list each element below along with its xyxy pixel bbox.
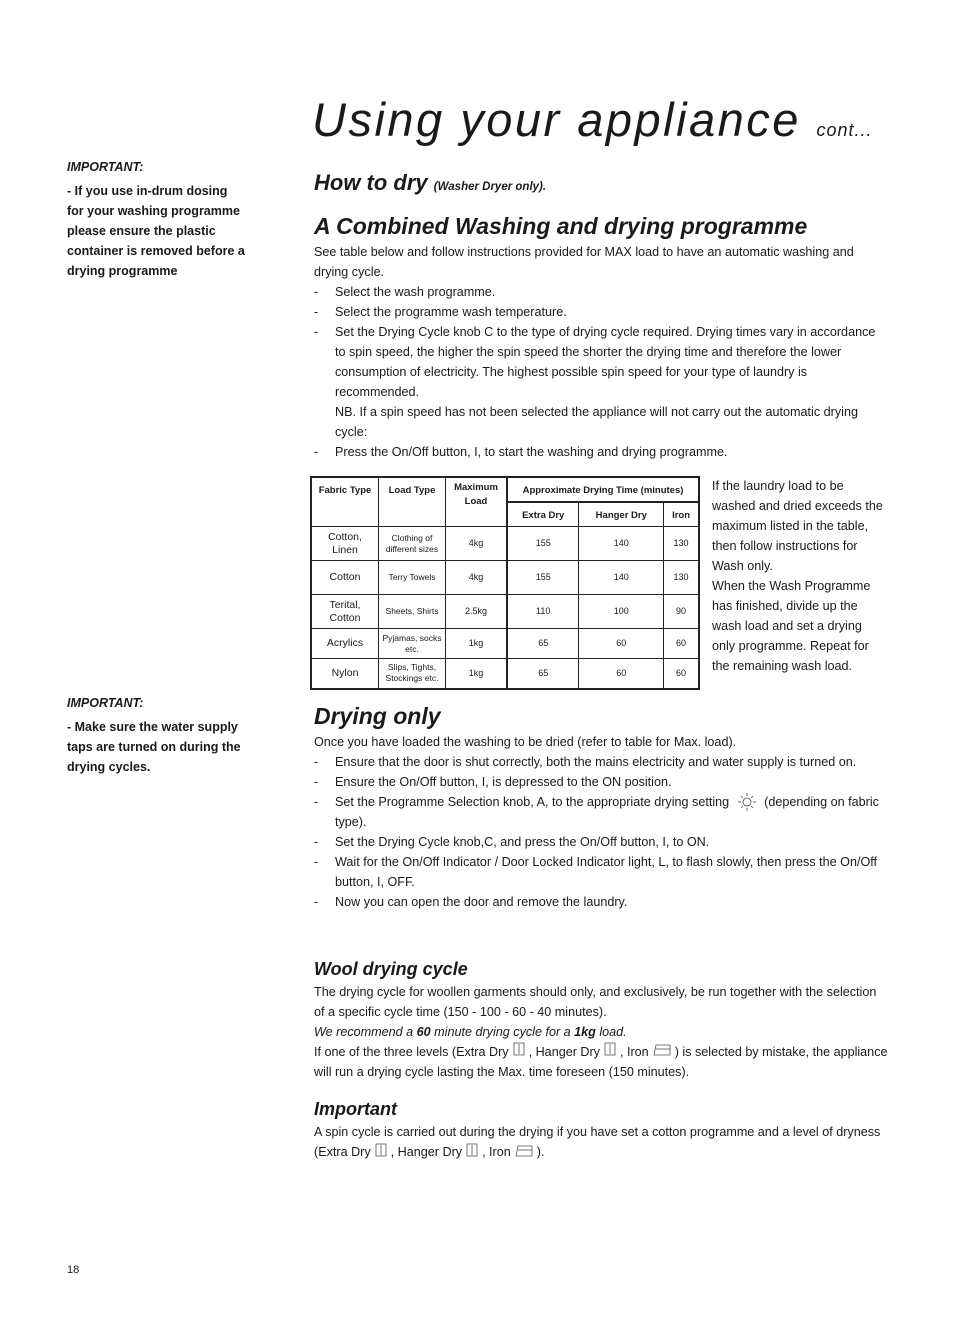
header-load-type: Load Type xyxy=(379,477,446,527)
title-text: Using your appliance xyxy=(312,93,801,146)
table-cell: Sheets, Shirts xyxy=(379,595,446,629)
wool-heading: Wool drying cycle xyxy=(314,958,468,979)
table-cell: 60 xyxy=(664,659,699,689)
item-text: (depending on fabric type). xyxy=(335,794,879,829)
rec-text: We recommend a xyxy=(314,1024,417,1039)
extra-dry-icon xyxy=(375,1143,387,1163)
text: ). xyxy=(536,1145,545,1160)
table-cell: 4kg xyxy=(446,527,508,561)
header-drying-time: Approximate Drying Time (minutes) xyxy=(507,477,699,502)
table-row xyxy=(311,561,699,595)
important-section xyxy=(314,1096,889,1163)
item-text: Ensure the On/Off button, I, is depressed to the ON position. xyxy=(335,774,672,789)
drying-only-heading: Drying only xyxy=(314,702,441,729)
combined-heading: A Combined Washing and drying programme xyxy=(314,213,808,239)
table-cell: 4kg xyxy=(446,561,508,595)
table-row xyxy=(311,527,699,561)
text: , Iron xyxy=(619,1044,649,1059)
page-number: 18 xyxy=(67,1264,80,1276)
item-text: Set the Programme Selection knob, A, to the appropriate drying setting xyxy=(335,794,730,809)
drying-time-table xyxy=(310,476,700,690)
table-block xyxy=(310,476,890,690)
sidebar-text: - If you use in-drum dosing for your washing programme please ensure the plastic container is removed before a drying programme xyxy=(67,184,245,278)
sidebar-note-1 xyxy=(67,157,247,281)
list-item: - Set the Drying Cycle knob,C, and press the On/Off button, I, to ON. xyxy=(314,834,710,849)
table-cell: 2.5kg xyxy=(446,595,508,629)
important-text xyxy=(314,1122,889,1163)
iron-icon xyxy=(515,1143,533,1163)
table-cell: 100 xyxy=(579,595,664,629)
nb-text: NB. If a spin speed has not been selected the appliance will not carry out the automatic drying cycle: xyxy=(335,405,858,439)
hanger-dry-icon xyxy=(466,1143,478,1163)
important-heading: Important xyxy=(314,1099,397,1120)
sidebar-heading: IMPORTANT: xyxy=(67,696,144,710)
hanger-dry-icon xyxy=(604,1042,616,1062)
sidebar-heading: IMPORTANT: xyxy=(67,160,144,174)
table-cell: 65 xyxy=(507,659,579,689)
table-row xyxy=(311,659,699,689)
header-iron: Iron xyxy=(664,502,699,527)
text: , Hanger Dry xyxy=(390,1145,463,1160)
table-cell: 90 xyxy=(664,595,699,629)
drying-only-intro: Once you have loaded the washing to be dried (refer to table for Max. load). xyxy=(314,734,737,749)
item-text: Ensure that the door is shut correctly, both the mains electricity and water supply is turned on. xyxy=(335,754,857,769)
table-cell: Slips, Tights, Stockings etc. xyxy=(379,659,446,689)
extra-dry-icon xyxy=(513,1042,525,1062)
note-text: When the Wash Programme has finished, divide up the wash load and set a drying only programme. Repeat for the remaining wash load. xyxy=(712,579,871,673)
wool-section xyxy=(314,956,889,1083)
heading-note: (Washer Dryer only). xyxy=(433,181,547,193)
iron-icon xyxy=(653,1042,671,1062)
table-note xyxy=(712,476,888,676)
item-text: Now you can open the door and remove the laundry. xyxy=(335,894,628,909)
text: ) is selected by mistake, the appliance will run a drying cycle lasting the Max. time foreseen (150 minutes). xyxy=(314,1044,888,1080)
drying-sun-icon xyxy=(737,793,757,811)
rec-load: 1kg xyxy=(574,1024,596,1039)
table-cell: Clothing of different sizes xyxy=(379,527,446,561)
item-text: Select the wash programme. xyxy=(335,285,496,299)
table-cell: Terry Towels xyxy=(379,561,446,595)
table-cell: 1kg xyxy=(446,629,508,659)
table-cell: 140 xyxy=(579,527,664,561)
table-cell: 155 xyxy=(507,561,579,595)
rec-text: load. xyxy=(595,1024,627,1039)
wool-text: The drying cycle for woollen garments should only, and exclusively, be run together with the selection of a specific cycle time (150 - 100 - 60 - 40 minutes). xyxy=(314,984,877,1019)
table-cell: Nylon xyxy=(311,659,379,689)
title-suffix: cont... xyxy=(816,120,873,140)
table-cell: 155 xyxy=(507,527,579,561)
table-cell: 60 xyxy=(664,629,699,659)
sidebar-note-2 xyxy=(67,693,247,777)
list-item: - Select the programme wash temperature. xyxy=(314,305,567,319)
table-cell: Acrylics xyxy=(311,629,379,659)
item-text: Set the Drying Cycle knob C to the type of drying cycle required. Drying times vary in accordance to spin speed, the higher the spin speed the shorter the drying time and therefore the lower consumption of electricity. The highest possible spin speed for your type of laundry is recommended. xyxy=(335,325,876,399)
text: , Hanger Dry xyxy=(528,1044,600,1059)
header-extra-dry: Extra Dry xyxy=(507,502,579,527)
table-cell: 130 xyxy=(664,561,699,595)
heading-text: How to dry xyxy=(314,170,428,195)
header-max-load: Maximum Load xyxy=(446,477,508,527)
header-fabric: Fabric Type xyxy=(311,477,379,527)
item-text: Wait for the On/Off Indicator / Door Locked Indicator light, L, to flash slowly, then press the On/Off button, I, OFF. xyxy=(335,854,878,889)
list-item: - Now you can open the door and remove the laundry. xyxy=(314,894,628,909)
table-cell: 1kg xyxy=(446,659,508,689)
table-row xyxy=(311,629,699,659)
drying-only-section xyxy=(314,700,889,912)
table-cell: Cotton, Linen xyxy=(311,527,379,561)
table-row xyxy=(311,595,699,629)
list-item: - Set the Drying Cycle knob C to the type of drying cycle required. Drying times vary in accordance to spin speed, the higher the spin speed the shorter the drying time and therefore the lower consumption of electricity. The highest possible spin speed for your type of laundry is recommended. NB. If a spin speed has not been selected the appliance will not carry out the automatic drying cycle: xyxy=(314,325,876,439)
sidebar-text: - Make sure the water supply taps are turned on during the drying cycles. xyxy=(67,720,241,774)
table-cell: 140 xyxy=(579,561,664,595)
wool-recommendation xyxy=(314,1022,889,1042)
table-cell: Terital, Cotton xyxy=(311,595,379,629)
table-cell: 60 xyxy=(579,659,664,689)
wool-text xyxy=(314,1042,889,1083)
list-item: - Press the On/Off button, I, to start the washing and drying programme. xyxy=(314,445,728,459)
list-item: - Ensure the On/Off button, I, is depressed to the ON position. xyxy=(314,774,672,789)
how-to-dry-heading xyxy=(314,168,889,202)
table-cell: 60 xyxy=(579,629,664,659)
header-hanger-dry: Hanger Dry xyxy=(579,502,664,527)
item-text: Select the programme wash temperature. xyxy=(335,305,567,319)
list-item: - Ensure that the door is shut correctly, both the mains electricity and water supply is turned on. xyxy=(314,754,857,769)
note-text: If the laundry load to be washed and dried exceeds the maximum listed in the table, then follow instructions for Wash only. xyxy=(712,479,883,573)
text: A spin cycle is carried out during the drying if you have set a cotton programme and a level of dryness (Extra Dry xyxy=(314,1125,881,1160)
combined-intro: See table below and follow instructions provided for MAX load to have an automatic washing and drying cycle. xyxy=(314,245,854,279)
list-item: - Set the Programme Selection knob, A, to the appropriate drying setting (depending on fabric type). xyxy=(314,794,879,829)
text: , Iron xyxy=(482,1145,511,1160)
table-cell: Cotton xyxy=(311,561,379,595)
combined-section xyxy=(314,210,889,462)
text: If one of the three levels (Extra Dry xyxy=(314,1044,509,1059)
table-cell: 110 xyxy=(507,595,579,629)
main-column xyxy=(314,92,889,1163)
table-cell: Pyjamas, socks etc. xyxy=(379,629,446,659)
rec-minutes: 60 xyxy=(416,1024,431,1039)
table-cell: 130 xyxy=(664,527,699,561)
table-cell: 65 xyxy=(507,629,579,659)
list-item: - Wait for the On/Off Indicator / Door Locked Indicator light, L, to flash slowly, then press the On/Off button, I, OFF. xyxy=(314,854,878,889)
page-title xyxy=(312,92,889,158)
list-item: - Select the wash programme. xyxy=(314,285,496,299)
item-text: Set the Drying Cycle knob,C, and press the On/Off button, I, to ON. xyxy=(335,834,710,849)
item-text: Press the On/Off button, I, to start the washing and drying programme. xyxy=(335,445,728,459)
rec-text: minute drying cycle for a xyxy=(430,1024,575,1039)
